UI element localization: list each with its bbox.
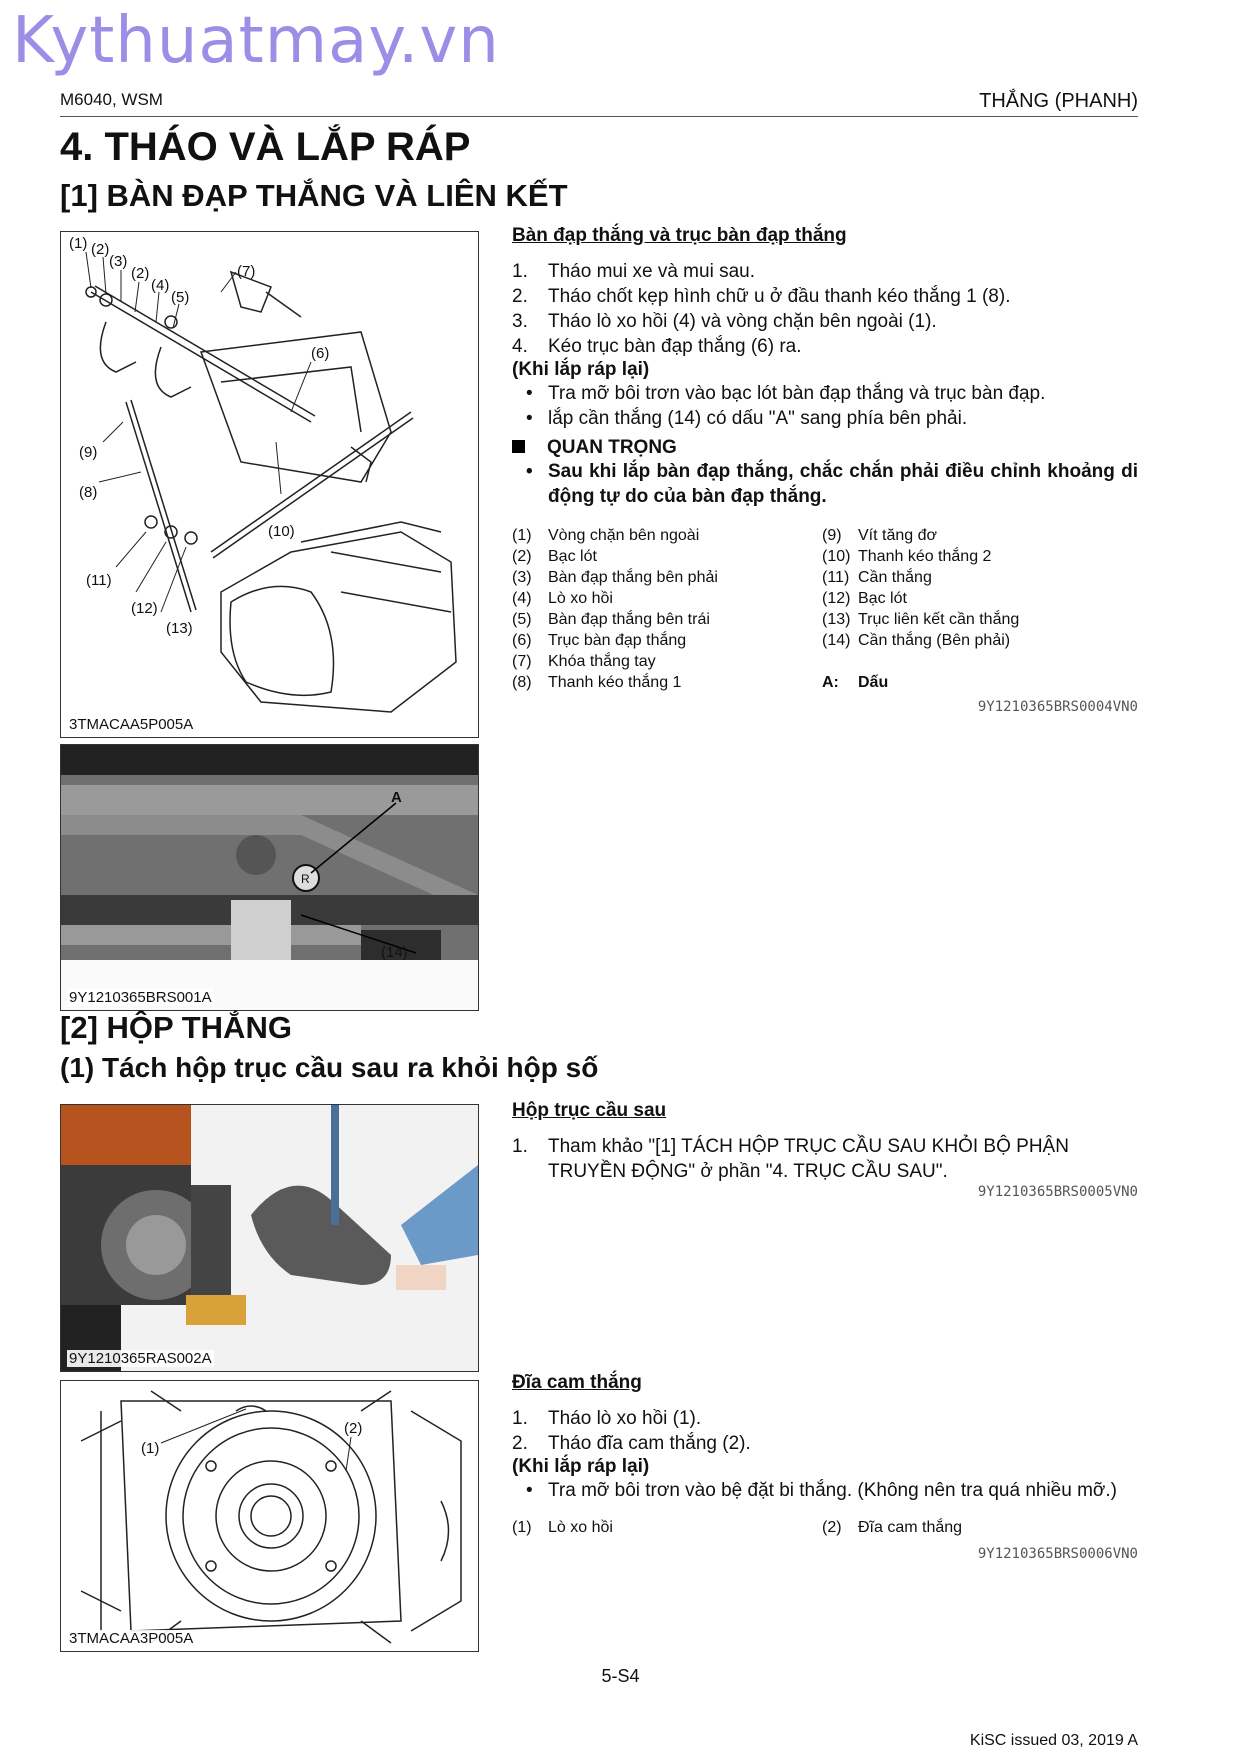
- figure3-caption: 9Y1210365RAS002A: [69, 1350, 212, 1367]
- section2-heading: [2] HỘP THẮNG: [60, 1010, 292, 1045]
- block2-reassembly-label: (Khi lắp ráp lại): [512, 1456, 650, 1477]
- figure2-caption: 9Y1210365BRS001A: [69, 989, 212, 1006]
- svg-text:A: A: [391, 789, 402, 806]
- block1-ref-code: 9Y1210365BRS0005VN0: [977, 1184, 1138, 1200]
- legend-item: (1) Vòng chặn bên ngoài: [512, 527, 700, 544]
- legend-item: (12) Bạc lót: [822, 590, 907, 607]
- block2-legend-left: (1) Lò xo hồi: [512, 1519, 613, 1536]
- section1-heading: [1] BÀN ĐẠP THẮNG VÀ LIÊN KẾT: [60, 178, 568, 213]
- cam-plate-title: Đĩa cam thắng: [512, 1372, 642, 1393]
- important-text: • Sau khi lắp bàn đạp thắng, chắc chắn phải điều chỉnh khoảng di động tự do của bàn đạp thắng.: [526, 461, 1138, 507]
- header-model: M6040, WSM: [60, 90, 163, 109]
- important-label: QUAN TRỌNG: [547, 437, 677, 458]
- svg-text:(6): (6): [311, 345, 330, 362]
- svg-text:(12): (12): [131, 600, 158, 617]
- step-item: 3. Tháo lò xo hồi (4) và vòng chặn bên ngoài (1).: [512, 311, 937, 332]
- legend-item: (3) Bàn đạp thắng bên phải: [512, 569, 718, 586]
- legend-item: (14) Cần thắng (Bên phải): [822, 632, 1011, 649]
- step-item: 2. Tháo chốt kẹp hình chữ u ở đầu thanh kéo thắng 1 (8).: [512, 286, 1011, 307]
- svg-text:(2): (2): [91, 241, 110, 258]
- svg-text:(10): (10): [268, 523, 295, 540]
- legend-item: (4) Lò xo hồi: [512, 590, 613, 607]
- svg-text:(2): (2): [131, 265, 150, 282]
- legend-item: (8) Thanh kéo thắng 1: [512, 674, 682, 691]
- legend-item: (11) Cần thắng: [822, 569, 932, 586]
- figure-brake-lever-photo: [60, 744, 479, 1011]
- block2-legend-right: (2) Đĩa cam thắng: [822, 1519, 963, 1536]
- step-item: 1. Tháo lò xo hồi (1).: [512, 1408, 702, 1429]
- page-number: 5-S4: [601, 1666, 640, 1686]
- section1-ref-code: 9Y1210365BRS0004VN0: [977, 699, 1138, 715]
- svg-text:(7): (7): [237, 263, 256, 280]
- header-rule: [60, 116, 1138, 117]
- svg-text:(3): (3): [109, 253, 128, 270]
- figure-cam-plate: [60, 1380, 479, 1652]
- step-item: 1. Tham khảo "[1] TÁCH HỘP TRỤC CẦU SAU KHỎI BỘ PHẬN TRUYỀN ĐỘNG" ở phần "4. TRỤC CẦU SAU".: [512, 1136, 1069, 1182]
- bullet-item: • Tra mỡ bôi trơn vào bệ đặt bi thắng. (Không nên tra quá nhiều mỡ.): [526, 1480, 1117, 1501]
- legend-item: (6) Trục bàn đạp thắng: [512, 632, 687, 649]
- section1-reassembly-label: (Khi lắp ráp lại): [512, 359, 650, 380]
- figure-rear-axle-removal-photo: [60, 1104, 479, 1372]
- section2-subheading: (1) Tách hộp trục cầu sau ra khỏi hộp số: [60, 1052, 599, 1083]
- bullet-item: • Tra mỡ bôi trơn vào bạc lót bàn đạp thắng và trục bàn đạp.: [526, 383, 1046, 404]
- legend-item: (7) Khóa thắng tay: [512, 653, 656, 670]
- svg-text:(8): (8): [79, 484, 98, 501]
- important-heading: [512, 437, 1138, 459]
- svg-text:(4): (4): [151, 277, 170, 294]
- bullet-item: • lắp cần thắng (14) có dấu "A" sang phía bên phải.: [526, 408, 968, 429]
- legend-item: A: Dấu: [822, 674, 889, 691]
- issue-info: KiSC issued 03, 2019 A: [969, 1732, 1138, 1749]
- important-square-icon: [512, 440, 525, 453]
- step-item: 4. Kéo trục bàn đạp thắng (6) ra.: [512, 336, 802, 357]
- svg-text:(9): (9): [79, 444, 98, 461]
- legend-item: (5) Bàn đạp thắng bên trái: [512, 611, 710, 628]
- step-item: 1. Tháo mui xe và mui sau.: [512, 261, 755, 282]
- svg-text:(14): (14): [381, 944, 408, 961]
- legend-item: (2) Bạc lót: [512, 548, 597, 565]
- svg-text:(5): (5): [171, 289, 190, 306]
- svg-text:(13): (13): [166, 620, 193, 637]
- figure-pedal-linkage: [60, 231, 479, 738]
- figure1-caption: 3TMACAA5P005A: [69, 716, 194, 733]
- page-title: 4. THÁO VÀ LẮP RÁP: [60, 125, 471, 169]
- block2-ref-code: 9Y1210365BRS0006VN0: [977, 1546, 1138, 1562]
- legend-item: (10) Thanh kéo thắng 2: [822, 548, 992, 565]
- watermark: Kythuatmay.vn: [12, 4, 500, 78]
- header-section: THẮNG (PHANH): [979, 90, 1138, 112]
- rear-axle-title: Hộp trục cầu sau: [512, 1100, 667, 1121]
- svg-text:(1): (1): [141, 1440, 160, 1457]
- svg-text:(1): (1): [69, 235, 88, 252]
- figure4-caption: 3TMACAA3P005A: [69, 1630, 194, 1647]
- legend-item: (13) Trục liên kết cần thắng: [822, 611, 1020, 628]
- svg-text:(2): (2): [344, 1420, 363, 1437]
- section1-title: Bàn đạp thắng và trục bàn đạp thắng: [512, 225, 847, 246]
- step-item: 2. Tháo đĩa cam thắng (2).: [512, 1433, 751, 1454]
- svg-text:R: R: [301, 872, 310, 886]
- svg-text:(11): (11): [86, 572, 112, 589]
- legend-item: (9) Vít tăng đơ: [822, 527, 937, 544]
